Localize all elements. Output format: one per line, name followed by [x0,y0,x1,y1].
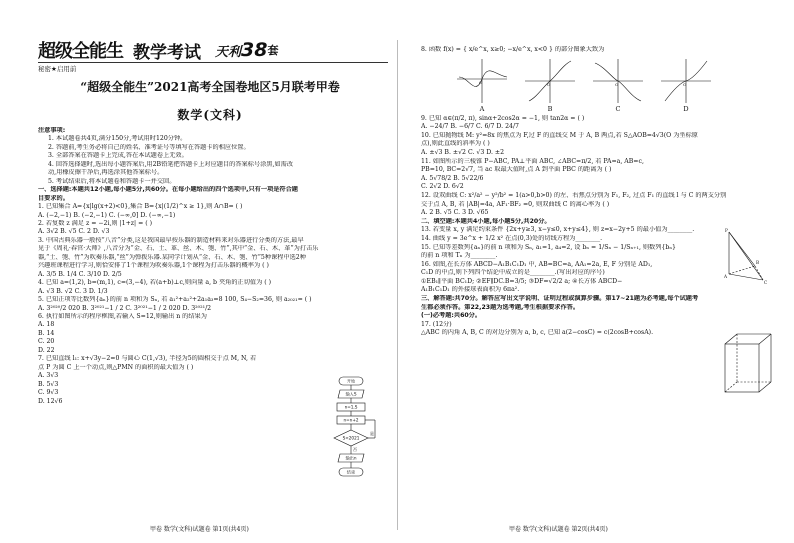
question-line: PB=10, BC=2√7, 当 ac 取最大值时,点 A 到平面 PBC 的距离为 ( ) [421,166,612,174]
graph-b [523,57,577,105]
question-line: 9. 已知 α∈(π/2, π), sinα+2cos2α = −1, 则 tan2α = ( ) [421,114,585,122]
question-line: 15. 已知等差数列{aₙ}的前 n 项和为 Sₙ, a₁=1, a₄=2, 设 bₙ = 1/Sₙ − 1/Sₙ₊₁, 则数列{bₙ} [421,243,676,251]
left-content [38,127,390,406]
confidential-mark: 秘密★启用前 [38,65,77,73]
right-content [421,46,781,338]
question-line: 见于《周礼·春官·大师》,八音分为“金、石、土、革、丝、木、匏、竹”,其中“金、石、木、革”为打击乐 [38,245,319,253]
graph-c [591,57,645,105]
option-line: D. 12√6 [38,397,63,405]
question-line: 11. 如图所示的三棱锥 P−ABC, PA⊥平面 ABC, ∠ABC=π/2, 若 PA=a, AB=c, [421,157,644,165]
brand-header [38,38,278,62]
question-line: 5. 已知正项等比数列{aₙ}的前 n 项和为 Sₙ, 若 a₁²+a₂²+2a₁a₃=8 100, S₄−S₂=36, 则 a₂₀₂₁= ( ) [38,296,312,304]
right-column [399,0,794,543]
flow-start-label: 开始 [346,378,356,384]
svg-text:O: O [615,81,619,87]
option-line: B. 14 [38,329,55,337]
svg-text:B: B [756,260,760,265]
footer-page-2: 甲卷 数学(文科)试题卷 第2页(共4页) [509,526,608,533]
option-line: D. 22 [38,346,55,354]
brand-name: 超级全能生 [38,41,123,62]
question-line: 16. 如图,在长方体 ABCD−A₁B₁C₁D₁ 中, AB=BC=a, AA₁=2a, E, F 分别是 AD₁, [421,260,653,268]
brand-logo-number: 38 [241,39,268,61]
flow-output-label: 输出n [345,455,357,461]
question-line: 13. 若变量 x, y 满足约束条件 {2x+y≥3, x−y≤0, x+y≤4}, 则 z=x−2y+5 的最小值为________. [421,226,695,234]
brand-logo-text: 天利 [215,44,242,60]
option-line: A. −24/7 B. −6/7 C. 6/7 D. 24/7 [421,123,519,131]
question-line: 点 P 为圆 C 上一个动点,则△PMN 的面积的最大值为 ( ) [38,363,194,371]
flow-end-label: 结束 [346,469,356,475]
flow-no-label: 否 [352,447,358,452]
flow-init-label: n=1,S [344,404,358,410]
cuboid-figure [719,330,777,398]
brand-logo-suffix: 套 [267,44,279,57]
question-line: 1. 已知集合 A={x|lg(x+2)<0},集合 B={x|(1/2)^x ≥ 1},则 A∩B= ( ) [38,203,243,211]
q8-graph-options [421,57,781,113]
graph-option-c [591,57,645,113]
section-heading-cont: 目要求的。 [38,194,69,202]
option-line: C. 2√2 D. 6√2 [421,183,464,191]
option-line: A. 3²⁰²⁰/2 020 B. 3²⁰²¹−1 / 2 C. 3²⁰²¹−1 / 2 020 D. 3²⁰²¹/2 [38,304,212,312]
graph-a [455,57,509,105]
option-line: A. 18 [38,321,55,329]
footer-page-1: 甲卷 数学(文科)试题卷 第1页(共4页) [150,526,249,533]
option-line: C. 9√3 [38,389,59,397]
question-line: 14. 曲线 y = 3e^x + 1/2 x² 在点(0,3)处的切线方程为________. [421,234,603,242]
question-line: 的前 n 项和 Tₙ 为________. [421,252,498,260]
question-line: 器,“土、匏、竹”为吹奏乐器,“丝”为弹拨乐器.某同学计划从“金、石、木、匏、竹”5种课程中选2种 [38,253,306,261]
question-line: A₁B₁C₁D₁ 的外接球表面积为 6πa². [421,286,520,294]
option-line: A. (−2,−1) B. (−2,−1) C. (−∞,0] D. (−∞,−1) [38,211,176,219]
notes-heading: 注意事项: [38,127,66,134]
question-line: 6. 执行如图所示的程序框图,若输入 S=12,则输出 n 的结果为 [38,312,207,320]
flow-input-label: 输入S [345,391,357,397]
graph-d [659,57,713,105]
graph-label-b: B [547,104,553,113]
svg-text:A: A [724,274,728,279]
question-line: 8. 函数 f(x) = { x/e^x, x≥0; −x/e^x, x<0 } 的部分图象大致为 [421,46,605,53]
question-line: 7. 已知直线 l₁: x+√3y−2=0 与圆心 C(1,√3), 半径为5的圆相交于点 M, N, 若 [38,355,257,363]
question-line: △ABC 的内角 A, B, C 的对边分别为 a, b, c, 已知 a(2−cosC) = c(2cosB+cosA). [421,329,654,337]
option-line: A. 2 B. √5 C. 3 D. √65 [421,209,489,217]
note-item: 1. 本试题卷共4页,满分150分,考试用时120分钟。 [48,135,187,143]
question-line: 交于点 A, B, 若 |AB|=4a, AF₁·BF₂ =0, 则双曲线 C 的离心率为 ( ) [421,200,610,208]
flow-yes-label: 是 [369,431,375,436]
option-line: A. ±√3 B. ±√2 C. √3 D. ±2 [421,148,505,156]
question-line: 点),则此直线的斜率为 ( ) [421,140,490,148]
exam-subtitle: 数学(文科) [177,108,243,122]
svg-text:O: O [547,81,551,87]
graph-option-a [455,57,509,113]
graph-label-a: A [479,104,485,113]
flow-cond-label: S<2021 [342,435,360,441]
option-line: A. 5√78/2 B. 5√22/6 [421,174,484,182]
pyramid-figure [715,228,775,286]
note-item: 2. 答题前,考生务必将自己的姓名、准考证号等填写在答题卡的相应位置。 [48,143,250,151]
question-line: 兴趣班课程进行学习,则恰安排了1个课程为吹奏乐器,1个课程为打击乐器的概率为 ( ) [38,262,269,270]
option-line: A. √3 B. √2 C. 3 D. 1/3 [38,287,108,295]
header-rule [38,62,388,63]
question-line: 17. (12分) [421,320,452,328]
option-line: A. 3/5 B. 1/4 C. 3/10 D. 2/5 [38,270,122,278]
section-heading: 一、选择题:本题共12小题,每小题5分,共60分。在每小题给出的四个选项中,只有一项是符合题 [38,186,298,194]
note-item: 动,用橡皮擦干净后,再选涂其他答案标号。 [48,169,164,177]
note-item: 4. 回答选择题时,选出每小题答案后,用2B铅笔把答题卡上对应题目的答案标号涂黑,如需改 [48,160,294,168]
question-line: 10. 已知抛物线 M: y²=8x 的焦点为 F,过 F 的直线交 M 于 A, B 两点,若 S△AOB=4√3(O 为坐标原 [421,131,698,139]
note-item: 5. 考试结束后,将本试题卷和答题卡一并交回。 [48,177,176,185]
graph-label-c: C [615,104,621,113]
question-line: 12. 设双曲线 C: x²/a² − y²/b² = 1(a>0,b>0) 的左、右焦点分别为 F₁, F₂, 过点 F₁ 的直线 l 与 C 的两支分别 [421,191,727,199]
question-line: 2. 若复数 z 满足 z = −2i,则 |1+z| = ( ) [38,219,153,227]
option-line: B. 5√3 [38,380,59,388]
svg-text:O: O [479,79,483,85]
graph-label-d: D [683,104,689,113]
svg-text:O: O [683,81,687,87]
section-heading: 二、填空题:本题共4小题,每小题5分,共20分。 [421,217,551,225]
option-line: C. 20 [38,338,55,346]
flow-step-label: n=n+2 [343,417,359,423]
question-line: 3. 中国古典乐器一般按“八音”分类,这是我国最早按乐器的制造材料来对乐器进行分类的方法,最早 [38,236,304,244]
subsection-heading: (一)必考题:共60分。 [421,312,482,320]
svg-text:C: C [764,280,768,285]
note-item: 3. 全部答案在答题卡上完成,答在本试题卷上无效。 [48,152,188,160]
graph-option-b [523,57,577,113]
exam-title: “超级全能生”2021高考全国卷地区5月联考甲卷 [80,80,340,94]
program-flowchart [322,376,380,500]
column-divider [397,40,398,530]
section-heading-cont: 生都必须作答。第22,23题为选考题,考生根据要求作答。 [421,303,580,311]
question-line: C₁D 的中点,则下列四个结论中成立的是________.(写出对应的序号) [421,269,605,277]
option-line: A. 3√2 B. √5 C. 2 D. √3 [38,228,110,236]
section-heading: 三、解答题:共70分。解答应写出文字说明、证明过程或演算步骤。第17~21题为必考题,每个试题考 [421,295,699,303]
brand-subtitle: 教学考试 [133,42,201,63]
option-line: A. 3√3 [38,372,59,380]
question-line: ①EB₁∥平面 BC₁D; ②EF∥DC.B=3/5; ③DF=√2/2 a; ④长方体 ABCD− [421,277,623,285]
graph-option-d [659,57,713,113]
question-line: 4. 已知 a=(1,2), b=(m,1), c=(3,−4), 若(a+b)⊥c,则向量 a, b 夹角的正切值为 ( ) [38,279,272,287]
svg-text:P: P [725,228,728,233]
